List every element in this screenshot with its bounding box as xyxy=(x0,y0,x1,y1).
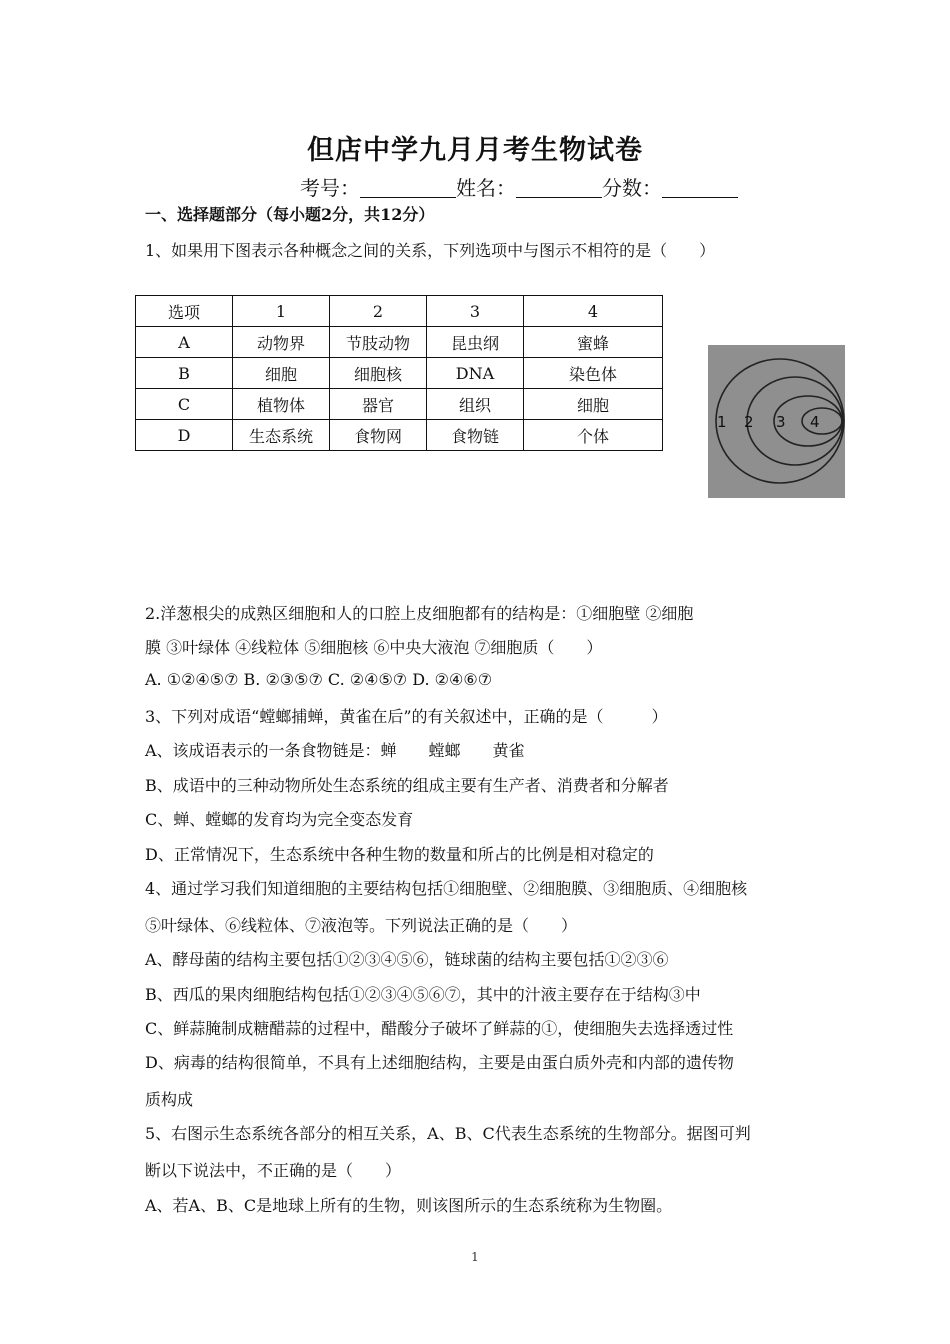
question-line: 5、右图示生态系统各部分的相互关系，A、B、C代表生态系统的生物部分。据图可判 xyxy=(145,1124,751,1143)
diagram-label-1: 1 xyxy=(717,413,727,431)
table-cell: 动物界 xyxy=(233,327,330,358)
question-line: 3、下列对成语“螳螂捕蝉，黄雀在后”的有关叙述中，正确的是（ ） xyxy=(145,707,668,726)
question-line: B、成语中的三种动物所处生态系统的组成主要有生产者、消费者和分解者 xyxy=(145,776,669,795)
table-header-cell: 1 xyxy=(233,296,330,327)
table-cell: 细胞核 xyxy=(330,358,427,389)
table-header-row xyxy=(136,296,663,327)
exam-meta xyxy=(300,172,738,201)
table-cell: C xyxy=(136,389,233,420)
question-1: 1、如果用下图表示各种概念之间的关系，下列选项中与图示不相符的是（ ） xyxy=(145,241,716,260)
name-field[interactable] xyxy=(516,177,602,198)
question-line: 2.洋葱根尖的成熟区细胞和人的口腔上皮细胞都有的结构是：①细胞壁 ②细胞 xyxy=(145,604,694,623)
question-line: A、酵母菌的结构主要包括①②③④⑤⑥，链球菌的结构主要包括①②③⑥ xyxy=(145,950,669,969)
question-line: 质构成 xyxy=(145,1090,194,1109)
table-cell: B xyxy=(136,358,233,389)
diagram-label-3: 3 xyxy=(776,413,786,431)
table-cell: 器官 xyxy=(330,389,427,420)
question-line: ⑤叶绿体、⑥线粒体、⑦液泡等。下列说法正确的是（ ） xyxy=(145,916,578,935)
options-table xyxy=(135,295,663,451)
question-line: A. ①②④⑤⑦ B. ②③⑤⑦ C. ②④⑤⑦ D. ②④⑥⑦ xyxy=(145,670,493,689)
table-header-cell: 2 xyxy=(330,296,427,327)
table-row xyxy=(136,420,663,451)
table-row xyxy=(136,327,663,358)
table-cell: 食物链 xyxy=(427,420,524,451)
table-cell: 细胞 xyxy=(524,389,663,420)
table-row xyxy=(136,389,663,420)
table-row xyxy=(136,358,663,389)
question-line: 膜 ③叶绿体 ④线粒体 ⑤细胞核 ⑥中央大液泡 ⑦细胞质（ ） xyxy=(145,638,603,657)
score-field[interactable] xyxy=(662,177,738,198)
question-line: 断以下说法中，不正确的是（ ） xyxy=(145,1161,402,1180)
question-line: B、西瓜的果肉细胞结构包括①②③④⑤⑥⑦，其中的汁液主要存在于结构③中 xyxy=(145,985,701,1004)
question-line: A、该成语表示的一条食物链是：蝉 螳螂 黄雀 xyxy=(145,741,525,760)
question-line: C、蝉、螳螂的发育均为完全变态发育 xyxy=(145,810,414,829)
question-line: D、病毒的结构很简单，不具有上述细胞结构，主要是由蛋白质外壳和内部的遗传物 xyxy=(145,1053,734,1072)
name-label: 姓名： xyxy=(456,176,516,200)
table-cell: 组织 xyxy=(427,389,524,420)
table-cell: 节肢动物 xyxy=(330,327,427,358)
table-cell: 昆虫纲 xyxy=(427,327,524,358)
table-cell: 生态系统 xyxy=(233,420,330,451)
table-cell: D xyxy=(136,420,233,451)
table-cell: 蜜蜂 xyxy=(524,327,663,358)
diagram-label-4: 4 xyxy=(810,413,820,431)
diagram-svg xyxy=(708,345,845,498)
page-number: 1 xyxy=(471,1250,479,1264)
table-header-cell: 4 xyxy=(524,296,663,327)
exam-title: 但店中学九月月考生物试卷 xyxy=(307,135,643,166)
section-heading: 一、选择题部分（每小题2分，共12分） xyxy=(145,205,435,224)
question-line: C、鲜蒜腌制成糖醋蒜的过程中，醋酸分子破坏了鲜蒜的①，使细胞失去选择透过性 xyxy=(145,1019,734,1038)
exam-no-field[interactable] xyxy=(360,177,456,198)
score-label: 分数： xyxy=(602,176,662,200)
table-cell: 食物网 xyxy=(330,420,427,451)
diagram-label-2: 2 xyxy=(744,413,754,431)
table-cell: 个体 xyxy=(524,420,663,451)
table-cell: 染色体 xyxy=(524,358,663,389)
table-cell: DNA xyxy=(427,358,524,389)
question-line: A、若A、B、C是地球上所有的生物，则该图所示的生态系统称为生物圈。 xyxy=(145,1196,673,1215)
question-line: D、正常情况下，生态系统中各种生物的数量和所占的比例是相对稳定的 xyxy=(145,845,654,864)
nested-circles-diagram xyxy=(708,345,845,498)
question-line: 4、通过学习我们知道细胞的主要结构包括①细胞壁、②细胞膜、③细胞质、④细胞核 xyxy=(145,879,748,898)
table-header-cell: 3 xyxy=(427,296,524,327)
exam-no-label: 考号： xyxy=(300,176,360,200)
table-cell: 细胞 xyxy=(233,358,330,389)
table-cell: A xyxy=(136,327,233,358)
table-header-cell: 选项 xyxy=(136,296,233,327)
table-cell: 植物体 xyxy=(233,389,330,420)
